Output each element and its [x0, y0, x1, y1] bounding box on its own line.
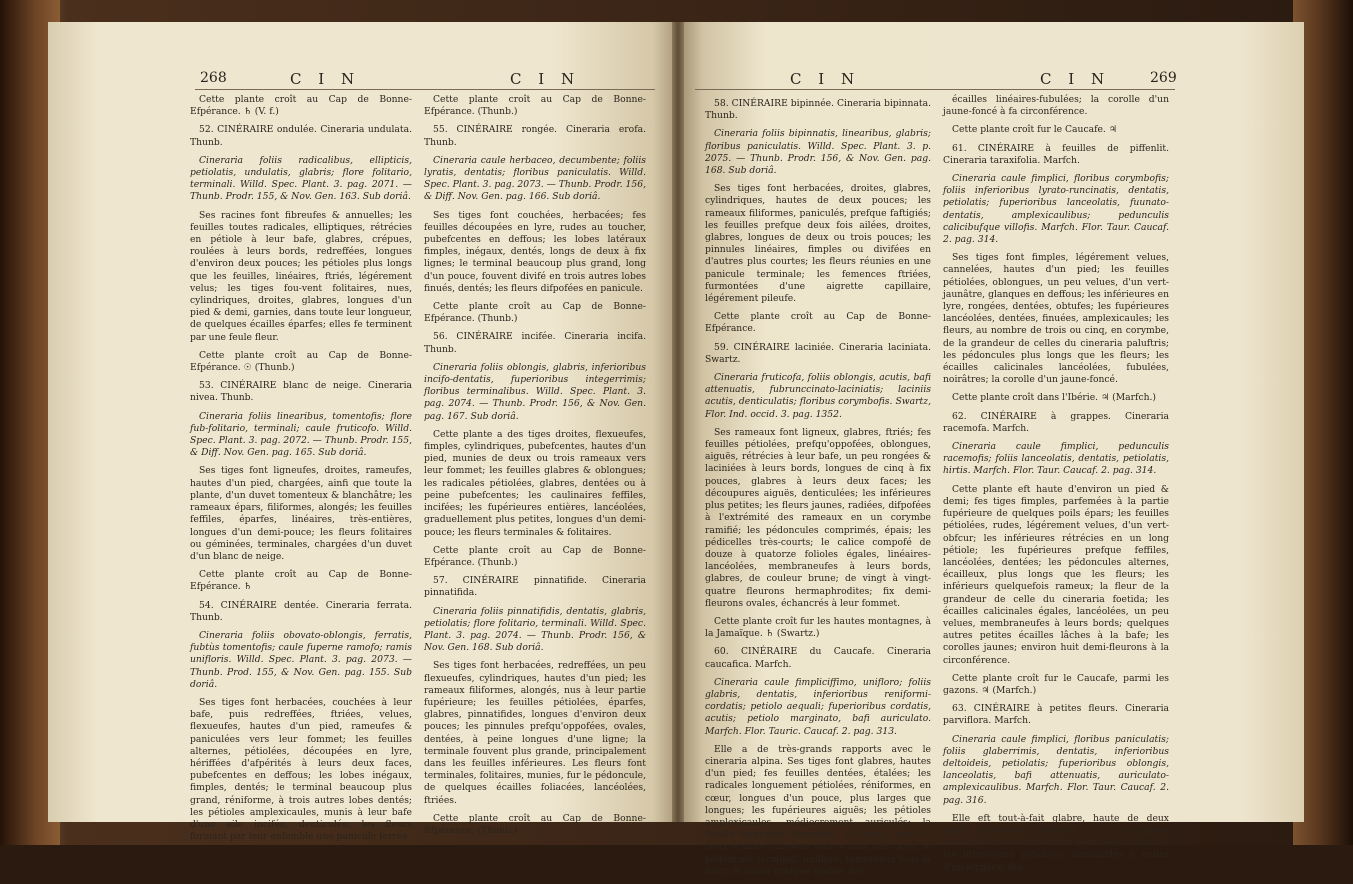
- right-running-head-b: C I N: [1040, 70, 1111, 88]
- right-page-column-1: [705, 94, 931, 884]
- paragraph: 61. CINÉRAIRE à feuilles de piffenlit. Cineraria taraxifolia. Marfch.: [943, 142, 1169, 166]
- paragraph: 63. CINÉRAIRE à petites fleurs. Cineraria parviflora. Marfch.: [943, 703, 1169, 727]
- paragraph: Cineraria caule fimplici, pedunculis racemofis; foliis lanceolatis, dentatis, petiolatis, hirtis. Marfch. Flor. Taur. Caucaf. 2. pag. 314.: [943, 441, 1169, 477]
- left-page-number: 268: [200, 70, 227, 86]
- paragraph: Cette plante croît au Cap de Bonne-Efpérance. ♄ (V. f.): [190, 94, 412, 118]
- left-page-column-2: [424, 94, 646, 843]
- right-header-rule: [695, 89, 1175, 90]
- paragraph: Cineraria foliis pinnatifidis, dentatis, glabris, petiolatis; flore folitario, terminali. Willd. Spec. Plant. 3. pag. 2074. — Thunb. Prodr. 156, & Nov. Gen. 168. Sub doriâ.: [424, 605, 646, 654]
- paragraph: Cette plante croît fur les hautes montagnes, à la Jamaïque. ♄ (Swartz.): [705, 615, 931, 640]
- left-page-column-1: [190, 94, 412, 849]
- left-running-head-a: C I N: [290, 70, 361, 88]
- paragraph: Ses tiges font ligneufes, droites, rameufes, hautes d'un pied, chargées, ainfi que toute la plante, d'un duvet tomenteux & blanchâtre; les rameaux épars, filiformes, alongés; les feuilles feffiles, éparfes, linéaires, très-entières, longues d'un demi-pouce; les fleurs folitaires ou géminées, terminales, chargées d'un duvet d'un blanc de neige.: [190, 465, 412, 562]
- paragraph: Ses racines font fibreufes & annuelles; les feuilles toutes radicales, elliptiques, rétrécies en pétiole à leur bafe, glabres, crépues, roulées à leurs bords, redreffées, longues d'environ deux pouces; les pétioles plus longs que les feuilles, linéaires, ftriés, légérement velus; les tiges fou-vent folitaires, nues, cylindriques, droites, glabres, longues d'un pied & demi, garnies, dans toute leur longueur, de quelques écailles éparfes; elles fe terminent par une feule fleur.: [190, 209, 412, 343]
- paragraph: Cette plante croît au Cap de Bonne-Efpérance.: [705, 311, 931, 335]
- paragraph: Cineraria foliis oblongis, glabris, inferioribus incifo-dentatis, fuperioribus integerrimis; floribus terminalibus. Willd. Spec. Plant. 3. pag. 2074. — Thunb. Prodr. 156, & Nov. Gen. pag. 167. Sub doriâ.: [424, 361, 646, 422]
- right-running-head-a: C I N: [790, 70, 861, 88]
- paragraph: Ses tiges font fimples, légérement velues, cannelées, hautes d'un pied; les feuilles pétiolées, oblongues, un peu velues, d'un vert-jaunâtre, glanques en deffous; les inférieures en lyre, rongées, dentées, obtufes; les fupérieures lancéolées, dentées, finuées, amplexicaules; les fleurs, au nombre de trois ou cinq, en corymbe, de la grandeur de celles du cineraria paluftris; les pédoncules plus longs que les fleurs; les écailles calicinales lancéolées, fubulées, noirâtres; la corolle d'un jaune-foncé.: [943, 252, 1169, 386]
- paragraph: 59. CINÉRAIRE laciniée. Cineraria laciniata. Swartz.: [705, 341, 931, 365]
- paragraph: Cette plante croît au Cap de Bonne-Efpérance. (Thunb.): [424, 544, 646, 568]
- paragraph: Ses tiges font herbacées, droites, glabres, cylindriques, hautes de deux pouces; les rameaux filiformes, paniculés, prefque faftigiés; les feuilles prefque deux fois ailées, droites, glabres, longues de deux ou trois pouces; les pinnules linéaires, fimples ou divifées en d'autres plus courtes; les fleurs réunies en une panicule terminale; les femences ftriées, furmontées d'une aigrette capillaire, légérement pileufe.: [705, 183, 931, 305]
- paragraph: Cineraria foliis radicalibus, ellipticis, petiolatis, undulatis, glabris; flore folitario, terminali. Willd. Spec. Plant. 3. pag. 2071. — Thunb. Prodr. 155, & Nov. Gen. 163. Sub doriâ.: [190, 154, 412, 203]
- paragraph: Cineraria caule fimpliciffimo, unifloro; foliis glabris, dentatis, inferioribus reniformi-cordatis; petiolo aequali; fuperioribus cordatis, acutis; petiolo marginato, bafi auriculato. Marfch. Flor. Tauric. Caucaf. 2. pag. 313.: [705, 676, 931, 737]
- paragraph: 60. CINÉRAIRE du Caucafe. Cineraria caucafica. Marfch.: [705, 646, 931, 670]
- paragraph: Cette plante croît au Cap de Bonne-Efpérance. (Thunb.): [424, 301, 646, 325]
- paragraph: Cineraria foliis linearibus, tomentofis; flore fub-folitario, terminali; caule fruticofo. Willd. Spec. Plant. 3. pag. 2072. — Thunb. Prodr. 155, & Diff. Nov. Gen. pag. 165. Sub doriâ.: [190, 410, 413, 459]
- paragraph: 53. CINÉRAIRE blanc de neige. Cineraria nivea. Thunb.: [190, 380, 412, 404]
- paragraph: 55. CINÉRAIRE rongée. Cineraria erofa. Thunb.: [424, 124, 646, 148]
- paragraph: Cette plante croît au Cap de Bonne-Efpérance. ♄: [190, 569, 412, 593]
- paragraph: Cineraria foliis bipinnatis, linearibus, glabris; floribus paniculatis. Willd. Spec. Plant. 3. p. 2075. — Thunb. Prodr. 156, & Nov. Gen. pag. 168. Sub doriâ.: [705, 128, 931, 177]
- paragraph: Ses rameaux font ligneux, glabres, ftriés; fes feuilles pétiolées, prefqu'oppofées, oblongues, aiguës, rétrécies à leur bafe, un peu rongées & laciniées à leurs bords, longues de cinq à fix pouces, glabres à leurs deux faces; les découpures aiguës, denticulées; les inférieures plus petites; les fleurs jaunes, radiées, difpofées à l'extrémité des rameaux en un corymbe ramifié; les pédoncules comprimés, épais; les pédicelles très-courts; le calice compofé de douze à quatorze folioles égales, linéaires-lancéolées, membraneufes à leurs bords, glabres, de couleur brune; de vingt à vingt-quatre fleurons hermaphrodites; fix demi-fleurons ovales, échancrés à leur fommet.: [705, 426, 931, 609]
- left-running-head-b: C I N: [510, 70, 581, 88]
- paragraph: Ses tiges font couchées, herbacées; fes feuilles découpées en lyre, rudes au toucher, pubefcentes en deffous; les lobes latéraux fimples, inégaux, dentés, longs de deux à fix lignes; le terminal beaucoup plus grand, long d'un pouce, fouvent divifé en trois autres lobes finués, dentés; les fleurs difpofées en panicule.: [424, 209, 646, 294]
- paragraph: 56. CINÉRAIRE incifée. Cineraria incifa. Thunb.: [424, 331, 646, 355]
- paragraph: Cineraria caule herbaceo, decumbente; foliis lyratis, dentatis; floribus paniculatis. Willd. Spec. Plant. 3. pag. 2073. — Thunb. Prodr. 156, & Diff. Nov. Gen. pag. 166. Sub doriâ.: [424, 154, 647, 203]
- paragraph: Elle a de très-grands rapports avec le cineraria alpina. Ses tiges font glabres, hautes d'un pied; fes feuilles dentées, étalées; les radicales longuement pétiolées, réniformes, en cœur, longues d'un pouce, plus larges que longues; les fupérieures aiguës; les pétioles amplexicaules, médiocrement auriculés; la feuille terminale lancéolée, en cœur; une ou deux écailles fubulées vers le haut des tiges; le pédoncule terminal, uniflore, tomenteux fous la fleur; le calice prefque glabre; fes: [705, 743, 931, 877]
- paragraph: Cineraria caule fimplici, floribus paniculatis; foliis glaberrimis, dentatis, inferioribus deltoideis, petiolatis; fuperioribus oblongis, lanceolatis, bafi attenuatis, auriculato-amplexicaulibus. Marfch. Flor. Taur. Caucaf. 2. pag. 316.: [943, 733, 1169, 806]
- paragraph: Cineraria foliis obovato-oblongis, ferratis, fubtùs tomentofis; caule fuperne ramofo; ramis unifloris. Willd. Spec. Plant. 3. pag. 2073. — Thunb. Prod. 155, & Nov. Gen. pag. 155. Sub doriâ.: [190, 629, 412, 690]
- paragraph: Cette plante croît fur le Caucafe, parmi les gazons. ♃ (Marfch.): [943, 672, 1169, 696]
- right-page-number: 269: [1150, 70, 1177, 86]
- paragraph: Cette plante croît dans l'Ibérie. ♃ (Marfch.): [952, 392, 1157, 404]
- paragraph: 58. CINÉRAIRE bipinnée. Cineraria bipinnata. Thunb.: [705, 98, 931, 122]
- paragraph: 62. CINÉRAIRE à grappes. Cineraria racemofa. Marfch.: [943, 410, 1169, 434]
- paragraph: Cette plante eft haute d'environ un pied & demi; fes tiges fimples, parfemées à la partie fupérieure de quelques poils épars; les feuilles pétiolées, rudes, légérement velues, d'un vert-obfcur; les inférieures rétrécies en un long pétiole; les fupérieures prefque feffiles, lancéolées, dentées; les pédoncules alternes, écailleux, plus longs que les fleurs; les inférieurs quelquefois rameux; la fleur de la grandeur de celle du cineraria foetida; les écailles calicinales égales, lancéolées, un peu velues, membraneufes à leurs bords; quelques autres petites écailles lâches à la bafe; les corolles jaunes; environ huit demi-fleurons à la circonférence.: [943, 483, 1169, 666]
- paragraph: écailles linéaires-fubulées; la corolle d'un jaune-foncé à fa circonférence.: [943, 94, 1169, 118]
- book-gutter: [672, 22, 684, 822]
- paragraph: 57. CINÉRAIRE pinnatifide. Cineraria pinnatifida.: [424, 575, 646, 599]
- paragraph: Cette plante croît au Cap de Bonne-Efpérance. ☉ (Thunb.): [190, 349, 412, 374]
- paragraph: Ses tiges font herbacées, redreffées, un peu flexueufes, cylindriques, hautes d'un pied; les rameaux filiformes, alongés, nus à leur partie fupérieure; les feuilles pétiolées, éparfes, glabres, pinnatifides, longues d'environ deux pouces; les pinnules prefqu'oppofées, ovales, dentées, à peine longues d'une ligne; la terminale fouvent plus grande, principalement dans les feuilles inférieures. Les fleurs font terminales, folitaires, munies, fur le pédoncule, de quelques écailles foliacées, lancéolées, ftriées.: [424, 660, 646, 806]
- paragraph: Ses tiges font herbacées, couchées à leur bafe, puis redreffées, ftriées, velues, flexueufes, hautes d'un pied, rameufes & paniculées vers leur fommet; les feuilles alternes, pétiolées, découpées en lyre, hériffées d'afpérités à leurs deux faces, pubefcentes en deffous; les lobes inégaux, fimples, dentés; le terminal beaucoup plus grand, réniforme, à trois autres lobes dentés; les pétioles amplexicaules, munis à leur bafe d'une aile incifée, denticulée; les fleurs formant par leur enfemble une panicule ferrée.: [190, 696, 412, 843]
- paragraph: Cette plante a des tiges droites, flexueufes, fimples, cylindriques, pubefcentes, hautes d'un pied, munies de deux ou trois rameaux vers leur fommet; les feuilles glabres & oblongues; les radicales pétiolées, glabres, dentées ou à peine pubefcentes; les caulinaires feffiles, incifées; les fupérieures entières, lancéolées, graduellement plus petites, longues d'un demi-pouce; les fleurs terminales & folitaires.: [424, 428, 646, 538]
- paragraph: Cette plante croît au Cap de Bonne-Efpérance. (Thunb.): [424, 812, 646, 836]
- paragraph: Elle eft tout-à-fait glabre, haute de deux pieds, prefque femblable à la lampfane commune. Ses feuilles font pétiolées, luifantes; les inférieures pétiolées, femblables à celles d'un atriplex, del-: [943, 812, 1169, 873]
- paragraph: 52. CINÉRAIRE ondulée. Cineraria undulata. Thunb.: [190, 124, 412, 148]
- paragraph: 54. CINÉRAIRE dentée. Cineraria ferrata. Thunb.: [190, 599, 412, 623]
- paragraph: Cette plante croît au Cap de Bonne-Efpérance. (Thunb.): [424, 94, 646, 118]
- paragraph: Cineraria fruticofa, foliis oblongis, acutis, bafi attenuatis, fubrunccinato-laciniatis; laciniis acutis, denticulatis; floribus corymbofis. Swartz, Flor. Ind. occid. 3. pag. 1352.: [705, 372, 931, 420]
- paragraph: Cette plante croît fur le Caucafe. ♃: [952, 124, 1117, 136]
- right-page-column-2: [943, 94, 1169, 880]
- left-header-rule: [195, 89, 655, 90]
- paragraph: Cineraria caule fimplici, floribus corymbofis; foliis inferioribus lyrato-runcinatis, dentatis, petiolatis; fuperioribus lanceolatis, fuunato-dentatis, amplexicaulibus; pedunculis calicibufque villofis. Marfch. Flor. Taur. Caucaf. 2. pag. 314.: [943, 173, 1169, 246]
